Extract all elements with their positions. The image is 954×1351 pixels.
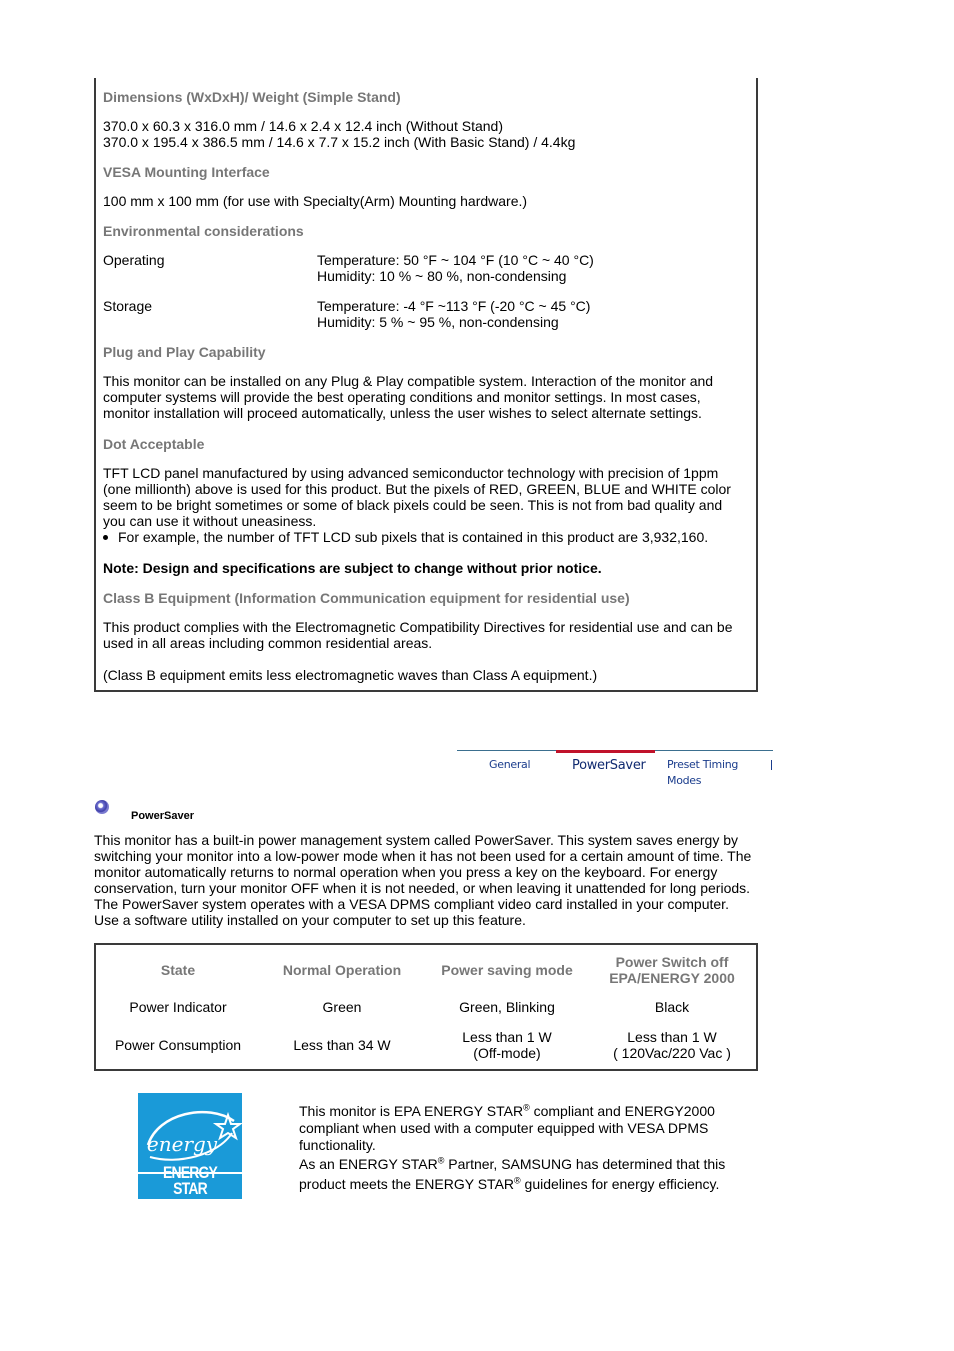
energy-text-1a: This monitor is EPA ENERGY STAR xyxy=(299,1103,524,1119)
registered-mark: ® xyxy=(514,1175,521,1186)
energy-text-1b: compliant and ENERGY2000 xyxy=(529,1103,715,1119)
environmental-heading: Environmental considerations xyxy=(103,223,304,239)
energy-text-2b: Partner, SAMSUNG has determined that this xyxy=(444,1156,726,1172)
registered-mark: ® xyxy=(437,1155,445,1166)
tab-general[interactable]: General xyxy=(489,758,531,771)
cell-power-consumption: Power Consumption xyxy=(114,1037,242,1053)
bullet-sphere-icon xyxy=(95,800,109,814)
header-power-switch-off: Power Switch off xyxy=(615,954,729,970)
tab-separator xyxy=(771,760,772,770)
header-epa-energy-2000: EPA/ENERGY 2000 xyxy=(609,970,735,986)
operating-label: Operating xyxy=(103,252,165,268)
bullet-dot-icon xyxy=(103,535,108,540)
dot-acceptable-bullet: For example, the number of TFT LCD sub pixels that is contained in this product are 3,932,160. xyxy=(118,529,709,545)
cell-indicator-off: Black xyxy=(654,999,690,1015)
header-state: State xyxy=(160,962,196,978)
cell-consumption-off: Less than 1 W xyxy=(627,1029,717,1045)
vesa-text: 100 mm x 100 mm (for use with Specialty(Arm) Mounting hardware.) xyxy=(103,193,528,209)
dimensions-line-1: 370.0 x 60.3 x 316.0 mm / 14.6 x 2.4 x 12.4 inch (Without Stand) xyxy=(103,118,503,134)
energy-text-3a: product meets the ENERGY STAR xyxy=(299,1176,515,1192)
powersaver-intro: This monitor has a built-in power management system called PowerSaver. This system saves energy by switching your monitor into a low-power mode when it has not been used for a certain amount of time. The monitor automatically returns to normal operation when you press a key on the keyboard. For energy conservation, turn your monitor OFF when it is not needed, or when leaving it unattended for long periods. The PowerSaver system operates with a VESA DPMS compliant video card installed in your computer. Use a software utility installed on your computer to set up this feature. xyxy=(94,832,752,928)
cell-consumption-saving: Less than 1 W xyxy=(462,1029,552,1045)
cell-indicator-saving: Green, Blinking xyxy=(459,999,555,1015)
class-b-note: (Class B equipment emits less electromagnetic waves than Class A equipment.) xyxy=(103,667,598,683)
energy-text-2a: As an ENERGY STAR xyxy=(299,1156,438,1172)
class-b-heading: Class B Equipment (Information Communication equipment for residential use) xyxy=(103,590,630,606)
energy-text-3b: guidelines for energy efficiency. xyxy=(520,1176,720,1192)
energy-star-logo-text: ENERGY STAR xyxy=(163,1163,217,1198)
storage-label: Storage xyxy=(103,298,153,314)
registered-mark: ® xyxy=(523,1102,530,1113)
energy-text-line-3: functionality. xyxy=(299,1137,376,1153)
energy-star-logo xyxy=(138,1093,242,1199)
cell-indicator-normal: Green xyxy=(322,999,362,1015)
operating-temperature: Temperature: 50 °F ~ 104 °F (10 °C ~ 40 °C) xyxy=(317,252,594,268)
tab-preset-timing-modes[interactable]: Preset Timing Modes xyxy=(667,758,739,787)
header-power-saving-mode: Power saving mode xyxy=(441,962,573,978)
cell-consumption-saving-mode: (Off-mode) xyxy=(473,1045,541,1061)
storage-humidity: Humidity: 5 % ~ 95 %, non-condensing xyxy=(317,314,559,330)
dot-acceptable-text: TFT LCD panel manufactured by using advanced semiconductor technology with precision of 1ppm (one millionth) above is used for this product. But the pixels of RED, GREEN, BLUE and WHITE color seem to be bright sometimes or some of black pixels could be seen. This is not from bad quality and you can use it without uneasiness. xyxy=(103,465,731,529)
storage-temperature: Temperature: -4 °F ~113 °F (-20 °C ~ 45 °C) xyxy=(317,298,591,314)
energy-text-line-2: compliant when used with a computer equipped with VESA DPMS xyxy=(299,1120,709,1136)
tab-line-left xyxy=(457,750,556,751)
dimensions-line-2: 370.0 x 195.4 x 386.5 mm / 14.6 x 7.7 x 15.2 inch (With Basic Stand) / 4.4kg xyxy=(103,134,576,150)
dimensions-heading: Dimensions (WxDxH)/ Weight (Simple Stand) xyxy=(103,89,401,105)
plug-and-play-heading: Plug and Play Capability xyxy=(103,344,266,360)
tab-line-right xyxy=(655,750,773,751)
tab-active-indicator xyxy=(556,750,655,753)
energy-star-swoosh-icon xyxy=(138,1093,242,1173)
powersaver-title: PowerSaver xyxy=(131,810,194,822)
cell-power-indicator: Power Indicator xyxy=(129,999,227,1015)
energy-text-line-1 xyxy=(299,1103,715,1119)
cell-consumption-normal: Less than 34 W xyxy=(293,1037,391,1053)
dot-acceptable-heading: Dot Acceptable xyxy=(103,436,205,452)
energy-script-text: energy xyxy=(146,1132,218,1156)
section-tab-bar xyxy=(457,750,773,787)
class-b-text: This product complies with the Electromagnetic Compatibility Directives for residential use and can be used in all areas including common residential areas. xyxy=(103,619,733,651)
operating-humidity: Humidity: 10 % ~ 80 %, non-condensing xyxy=(317,268,567,284)
note-text: Note: Design and specifications are subject to change without prior notice. xyxy=(103,560,602,576)
plug-and-play-text: This monitor can be installed on any Plug & Play compatible system. Interaction of the monitor and computer systems will provide the best operating conditions and monitor settings. In most cases, monitor installation will proceed automatically, unless the user wishes to select alternate settings. xyxy=(103,373,714,421)
energy-star-band xyxy=(138,1163,242,1199)
cell-consumption-off-voltage: ( 120Vac/220 Vac ) xyxy=(613,1045,731,1061)
tab-powersaver[interactable]: PowerSaver xyxy=(572,758,646,773)
vesa-heading: VESA Mounting Interface xyxy=(103,164,270,180)
header-normal-operation: Normal Operation xyxy=(282,962,402,978)
energy-text-line-4 xyxy=(299,1156,725,1172)
energy-text-line-5 xyxy=(299,1176,719,1192)
